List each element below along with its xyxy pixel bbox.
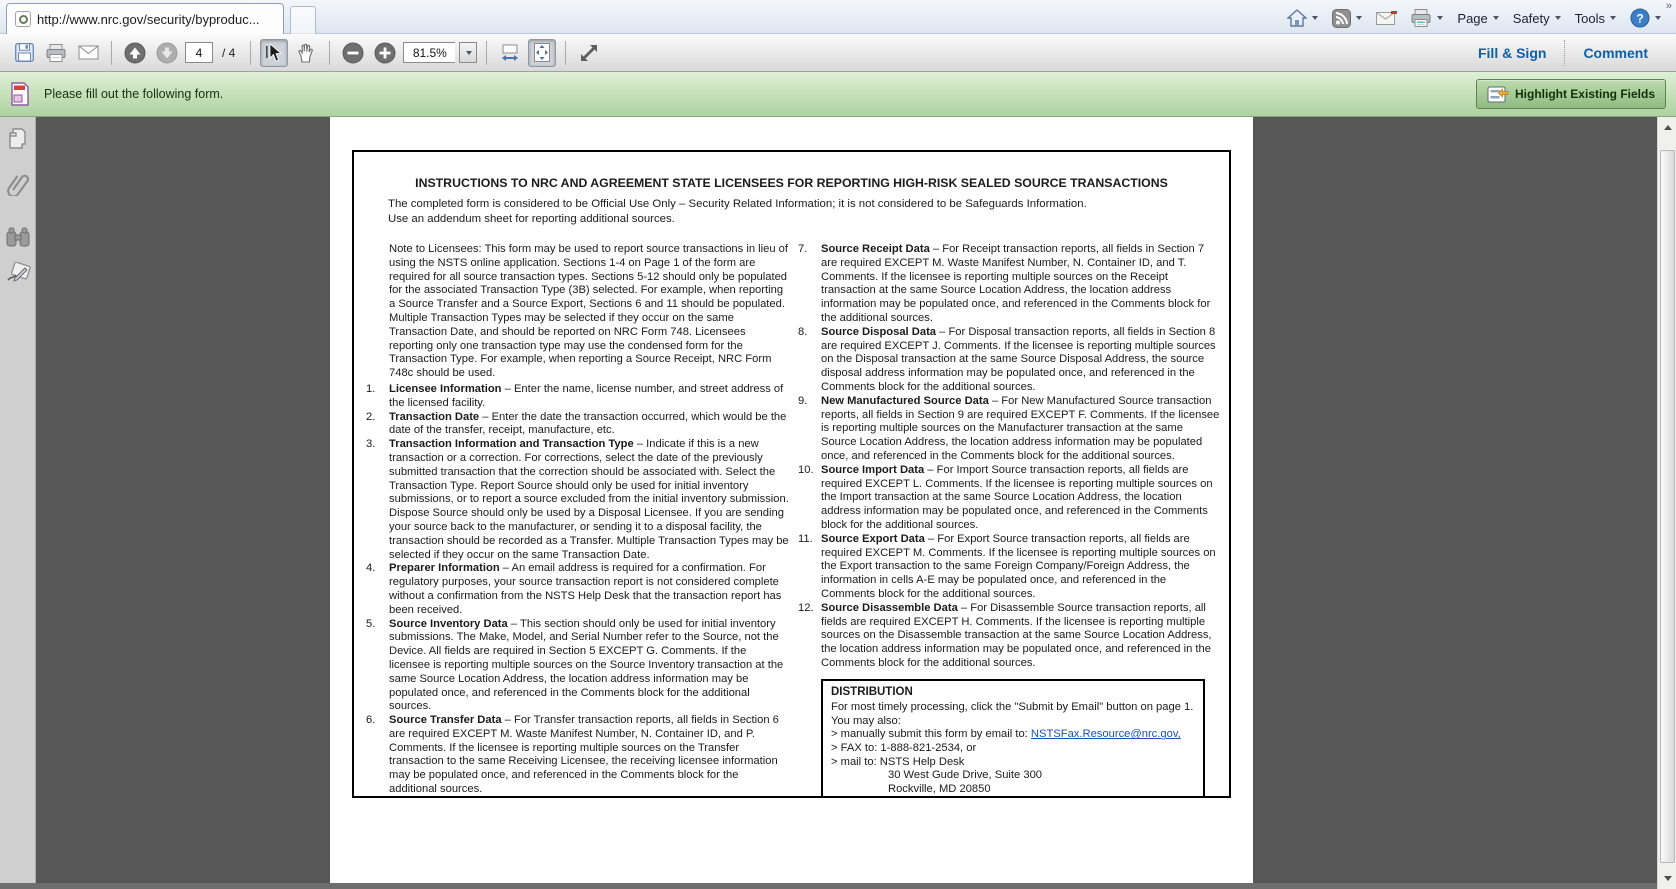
- printer-icon: [1411, 9, 1432, 27]
- zoom-level-input[interactable]: 81.5%: [403, 42, 455, 63]
- item-number: 1.: [366, 382, 376, 395]
- site-favicon-icon: [15, 11, 31, 27]
- items-left: [366, 383, 789, 797]
- safety-menu[interactable]: [1508, 8, 1566, 29]
- attachments-button[interactable]: [4, 169, 32, 197]
- pdf-page: [330, 117, 1253, 883]
- browser-tab[interactable]: [6, 3, 284, 34]
- page-thumbnails-button[interactable]: [4, 125, 32, 153]
- toolbar-separator: [565, 41, 566, 65]
- reader-navigation-strip: [0, 117, 36, 889]
- intro-line-1: The completed form is considered to be Official Use Only – Security Related Information; it is not considered to be Safeguards Information.: [388, 198, 1087, 210]
- item-text: Source Import Data – For Import Source transaction reports, all fields are required EXCEPT L. Comments. If the licensee is reporting multiple sources on the Import transaction at the same Source Location Address, the location address information may be populated once, and referenced in the Comments block for the additional sources.: [821, 463, 1213, 531]
- window-bottom-edge: [0, 883, 1657, 889]
- print-icon: [46, 44, 67, 62]
- instructions-columns: [366, 243, 1221, 798]
- paperclip-icon: [6, 170, 30, 196]
- items-right: [798, 243, 1221, 671]
- toolbar-overflow-chevron[interactable]: »: [1665, 0, 1672, 12]
- page-total-label: / 4: [222, 45, 236, 60]
- save-button[interactable]: [10, 39, 38, 67]
- fill-sign-panel-button[interactable]: Fill & Sign: [1477, 44, 1547, 61]
- new-tab-button[interactable]: [290, 6, 316, 34]
- feeds-dropdown-caret[interactable]: [1356, 16, 1362, 20]
- vertical-scrollbar[interactable]: [1657, 117, 1676, 889]
- item-text: Source Inventory Data – This section should only be used for initial inventory submissions. The Make, Model, and Serial Number refer to the Source, not the Device. All fields are required in Section 5 EXCEPT G. Comments. If the licensee is reporting multiple sources on the Source Inventory transaction at the same Source Location Address, the location address information may be populated once, and referenced in the Comments block for the additional sources.: [389, 617, 784, 713]
- instruction-item: [366, 383, 789, 411]
- mail-icon: [1376, 11, 1397, 26]
- instruction-item: [798, 243, 1221, 326]
- select-tool-icon: [265, 43, 283, 63]
- previous-page-button[interactable]: [121, 39, 149, 67]
- zoom-out-button[interactable]: [339, 39, 367, 67]
- item-number: 10.: [798, 463, 814, 476]
- item-text: Source Transfer Data – For Transfer transaction reports, all fields in Section 6 are required EXCEPT M. Waste Manifest Number, N. Container ID, and P. Comments. If the licensee is reporting multiple sources on the Transfer transaction to the same Receiving Licensee, the receiving licensee information may be populated once, and referenced in the Comments block for the additional sources.: [389, 714, 779, 796]
- instruction-item: [798, 533, 1221, 602]
- item-text: Transaction Information and Transaction Type – Indicate if this is a new transaction or a correction. For corrections, select the date of the previously submitted transaction that the correction should be associated with. Select the Transaction Type. Report Source should only be used for initial inventory submissions, or to report a source excluded from the initial inventory submission. Dispose Source should only be used by a Disposal Licensee. If you are sending your source back to the manufacturer, or sending it to a disposal facility, the transaction should be recorded as a Transfer. Multiple Transaction Types may be selected if they occur on the same Transaction Date.: [389, 438, 789, 561]
- pdf-panels: [1460, 34, 1666, 71]
- help-menu[interactable]: [1625, 5, 1666, 31]
- instruction-item: [798, 326, 1221, 395]
- distribution-address-line: 30 West Gude Drive, Suite 300: [888, 769, 1043, 782]
- safety-menu-label: Safety: [1512, 10, 1550, 26]
- fullscreen-button[interactable]: [575, 39, 603, 67]
- read-mail-button[interactable]: [1371, 8, 1402, 29]
- document-title: INSTRUCTIONS TO NRC AND AGREEMENT STATE LICENSEES FOR REPORTING HIGH-RISK SEALED SOURCE TRANSACTIONS: [415, 176, 1168, 190]
- distribution-line: > mail to: NSTS Help Desk: [831, 755, 965, 768]
- item-text: New Manufactured Source Data – For New Manufactured Source transaction reports, all fields in Section 9 are required EXCEPT F. Comments. If the licensee is reporting multiple sources on the Manufacturer transaction at the same Source Location Address, the location address information may be populated once, and referenced in the Comments block for the additional sources.: [821, 394, 1220, 462]
- signature-pen-icon: [5, 262, 31, 284]
- fit-page-icon: [533, 42, 551, 63]
- save-icon: [15, 43, 34, 62]
- instructions-box: [352, 150, 1231, 798]
- print-button[interactable]: [1406, 6, 1448, 30]
- safety-menu-caret: [1555, 16, 1561, 20]
- item-number: 9.: [798, 394, 808, 407]
- instruction-item: [798, 602, 1221, 671]
- distribution-line: [831, 728, 1195, 742]
- fit-width-button[interactable]: [496, 39, 524, 67]
- item-number: 2.: [366, 410, 376, 423]
- item-number: 6.: [366, 714, 376, 727]
- item-text: Preparer Information – An email address is required for a confirmation. For regulatory purposes, your source transaction report is not considered complete without a confirmation from the NSTS Help Desk that the transaction report has been received.: [389, 562, 782, 616]
- browser-command-bar: [1282, 4, 1666, 32]
- distribution-line: You may also:: [831, 714, 901, 727]
- page-menu-label: Page: [1457, 10, 1488, 26]
- intro-line-2: Use an addendum sheet for reporting additional sources.: [388, 212, 675, 225]
- scroll-down-icon: [1664, 876, 1672, 881]
- pdf-toolbar: [0, 34, 1676, 72]
- item-text: Source Disposal Data – For Disposal transaction reports, all fields in Section 8 are required EXCEPT J. Comments. If the licensee is reporting multiple sources on the Disposal transaction at the same Source Disposal Address, the source disposal address information may be populated once, and referenced in the Comments block for the additional sources.: [821, 325, 1216, 393]
- form-document-icon: [10, 82, 30, 106]
- page-up-icon: [124, 42, 146, 64]
- help-icon: [1630, 8, 1650, 28]
- zoom-in-button[interactable]: [371, 39, 399, 67]
- note-to-licensees: Note to Licensees: This form may be used to report source transactions in lieu of using the NSTS online application. Sections 1-4 on Page 1 of the form are required for all source transaction types. Sections 5-12 should only be populated for the associated Transaction Type (3B) selected. For example, when reporting a Source Transfer and a Source Export, Sections 6 and 11 should be populated. Multiple Transaction Types may be selected if they occur on the same Transaction Date, and should be reported on NRC Form 748. Licensees reporting only one transaction type may use the condensed form for the Transaction Type. For example, when reporting a Source Receipt, NRC Form 748c should be used.: [389, 243, 789, 380]
- feeds-button[interactable]: [1327, 6, 1367, 31]
- svg-text:?: ?: [1636, 11, 1644, 26]
- rss-feed-icon: [1332, 9, 1351, 28]
- page-menu[interactable]: [1452, 8, 1503, 29]
- instruction-item: [798, 395, 1221, 464]
- toolbar-separator: [250, 41, 251, 65]
- instruction-item: [366, 562, 789, 617]
- toolbar-separator: [111, 41, 112, 65]
- form-message-bar: [0, 72, 1676, 117]
- pdf-main-area: [0, 117, 1676, 889]
- distribution-box: [821, 679, 1205, 798]
- sign-pane-button[interactable]: [4, 259, 32, 287]
- select-tool-button[interactable]: [260, 39, 288, 67]
- tools-menu[interactable]: [1570, 8, 1621, 29]
- highlight-fields-icon: [1487, 86, 1509, 103]
- item-number: 3.: [366, 438, 376, 451]
- hand-tool-icon: [297, 43, 315, 63]
- tab-title: http://www.nrc.gov/security/byproduc...: [37, 11, 260, 27]
- instruction-item: [366, 411, 789, 439]
- scrollbar-thumb[interactable]: [1660, 150, 1675, 863]
- right-column: [798, 243, 1221, 798]
- tools-menu-caret: [1610, 16, 1616, 20]
- item-text: Source Receipt Data – For Receipt transaction reports, all fields in Section 7 are required EXCEPT M. Waste Manifest Number, N. Container ID, and T. Comments. If the licensee is reporting multiple sources on the Receipt transaction at the same Source Location Address, the location address information may be populated once, and referenced in the Comments block for the additional sources.: [821, 243, 1211, 324]
- item-number: 5.: [366, 617, 376, 630]
- nsts-email-link[interactable]: NSTSFax.Resource@nrc.gov,: [1030, 728, 1181, 741]
- page-down-icon: [156, 42, 178, 64]
- item-number: 8.: [798, 325, 808, 338]
- hand-tool-button[interactable]: [292, 39, 320, 67]
- distribution-address-line: Rockville, MD 20850: [888, 782, 991, 795]
- distribution-line: > FAX to: 1-888-821-2534, or: [831, 742, 977, 755]
- comment-panel-button[interactable]: Comment: [1583, 44, 1648, 61]
- email-icon: [78, 45, 99, 60]
- print-button-pdf[interactable]: [42, 39, 70, 67]
- fit-width-icon: [500, 43, 520, 63]
- print-dropdown-caret[interactable]: [1437, 16, 1443, 20]
- distribution-email-prefix: > manually submit this form by email to:: [831, 728, 1031, 741]
- scroll-down-button[interactable]: [1659, 870, 1676, 887]
- zoom-in-icon: [374, 42, 396, 64]
- instruction-item: [798, 464, 1221, 533]
- item-number: 7.: [798, 243, 808, 255]
- fit-page-button[interactable]: [528, 39, 556, 67]
- page-menu-caret: [1493, 16, 1499, 20]
- scroll-up-icon: [1664, 125, 1672, 130]
- form-message-text: Please fill out the following form.: [44, 87, 224, 101]
- item-number: 12.: [798, 601, 814, 614]
- zoom-dropdown-button[interactable]: [459, 42, 477, 63]
- highlight-existing-fields-button[interactable]: [1476, 79, 1666, 109]
- instruction-item: [366, 618, 789, 715]
- home-button[interactable]: [1282, 6, 1323, 30]
- instruction-item: [366, 438, 789, 562]
- instruction-item: [366, 714, 789, 797]
- home-icon: [1287, 9, 1307, 27]
- item-number: 11.: [798, 532, 813, 545]
- pages-icon: [7, 127, 29, 151]
- search-button[interactable]: [4, 223, 32, 251]
- item-text: Transaction Date – Enter the date the transaction occurred, which would be the date of the transfer, receipt, manufacture, etc.: [389, 410, 787, 437]
- help-menu-caret: [1655, 16, 1661, 20]
- zoom-out-icon: [342, 42, 364, 64]
- fullscreen-icon: [579, 43, 599, 63]
- document-intro: [388, 197, 1195, 226]
- left-column: [366, 243, 789, 798]
- document-viewer: [37, 117, 1657, 889]
- home-dropdown-caret[interactable]: [1312, 16, 1318, 20]
- browser-tab-bar: [0, 0, 1676, 34]
- toolbar-separator: [329, 41, 330, 65]
- item-text: Source Disassemble Data – For Disassemble Source transaction reports, all fields are required EXCEPT H. Comments. If the licensee is reporting multiple sources on the Disassemble transaction at the same Source Location Address, the location address information may be populated once, and referenced in the Comments block for the additional sources.: [821, 601, 1212, 669]
- distribution-title: DISTRIBUTION: [831, 685, 913, 698]
- zoom-dropdown-caret: [466, 51, 472, 55]
- highlight-fields-label: Highlight Existing Fields: [1514, 87, 1655, 101]
- page-number-input[interactable]: 4: [185, 42, 213, 63]
- binoculars-icon: [5, 226, 31, 248]
- item-text: Licensee Information – Enter the name, license number, and street address of the licensed facility.: [389, 382, 784, 409]
- item-text: Source Export Data – For Export Source transaction reports, all fields are required EXCEPT M. Comments. If the licensee is reporting multiple sources on the Export transaction to the same Foreign Company/Foreign Address, the information in cells A-E may be populated once, and referenced in the Comments block for the additional sources.: [821, 532, 1216, 600]
- tools-menu-label: Tools: [1574, 10, 1605, 26]
- toolbar-separator: [486, 41, 487, 65]
- scroll-up-button[interactable]: [1659, 119, 1676, 136]
- email-button[interactable]: [74, 39, 102, 67]
- next-page-button[interactable]: [153, 39, 181, 67]
- distribution-line: For most timely processing, click the "Submit by Email" button on page 1.: [831, 701, 1194, 714]
- item-number: 4.: [366, 562, 376, 575]
